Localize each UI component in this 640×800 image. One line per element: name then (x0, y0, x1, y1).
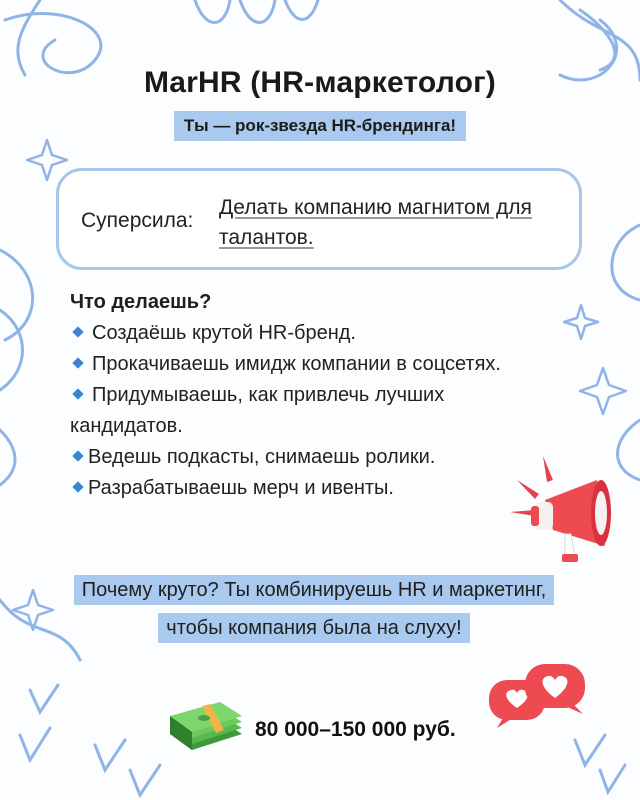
bullet-diamond-icon (72, 482, 83, 493)
subtitle-banner: Ты — рок-звезда HR-брендинга! (174, 111, 466, 141)
what-you-do-heading: Что делаешь? (70, 291, 212, 313)
bullet-diamond-icon (72, 389, 83, 400)
superpower-value: Делать компанию магнитом для талантов. (219, 196, 532, 249)
bullet-diamond-icon (72, 451, 83, 462)
list-item: Прокачиваешь имидж компании в соцсетях. (70, 349, 540, 380)
salary-range: 80 000–150 000 руб. (255, 718, 456, 741)
list-item: Разрабатываешь мерч и ивенты. (70, 473, 540, 504)
what-you-do-section (70, 291, 540, 504)
why-cool-banner (64, 571, 564, 647)
list-item: Создаёшь крутой HR-бренд. (70, 318, 540, 349)
superpower-card (56, 168, 582, 270)
what-you-do-list (70, 318, 540, 504)
list-item: Ведешь подкасты, снимаешь ролики. (70, 442, 540, 473)
superpower-label: Суперсила: (81, 209, 194, 232)
bullet-diamond-icon (72, 327, 83, 338)
list-item: Придумываешь, как привлечь лучших кандидатов. (70, 384, 445, 437)
heart-bubble-icon (483, 660, 593, 730)
why-cool-text: Почему круто? Ты комбинируешь HR и маркетинг, чтобы компания была на слуху! (74, 575, 554, 643)
bullet-diamond-icon (72, 358, 83, 369)
megaphone-icon (505, 450, 615, 565)
page-title: MarHR (HR-маркетолог) (144, 66, 496, 99)
money-stack-icon (164, 700, 246, 760)
